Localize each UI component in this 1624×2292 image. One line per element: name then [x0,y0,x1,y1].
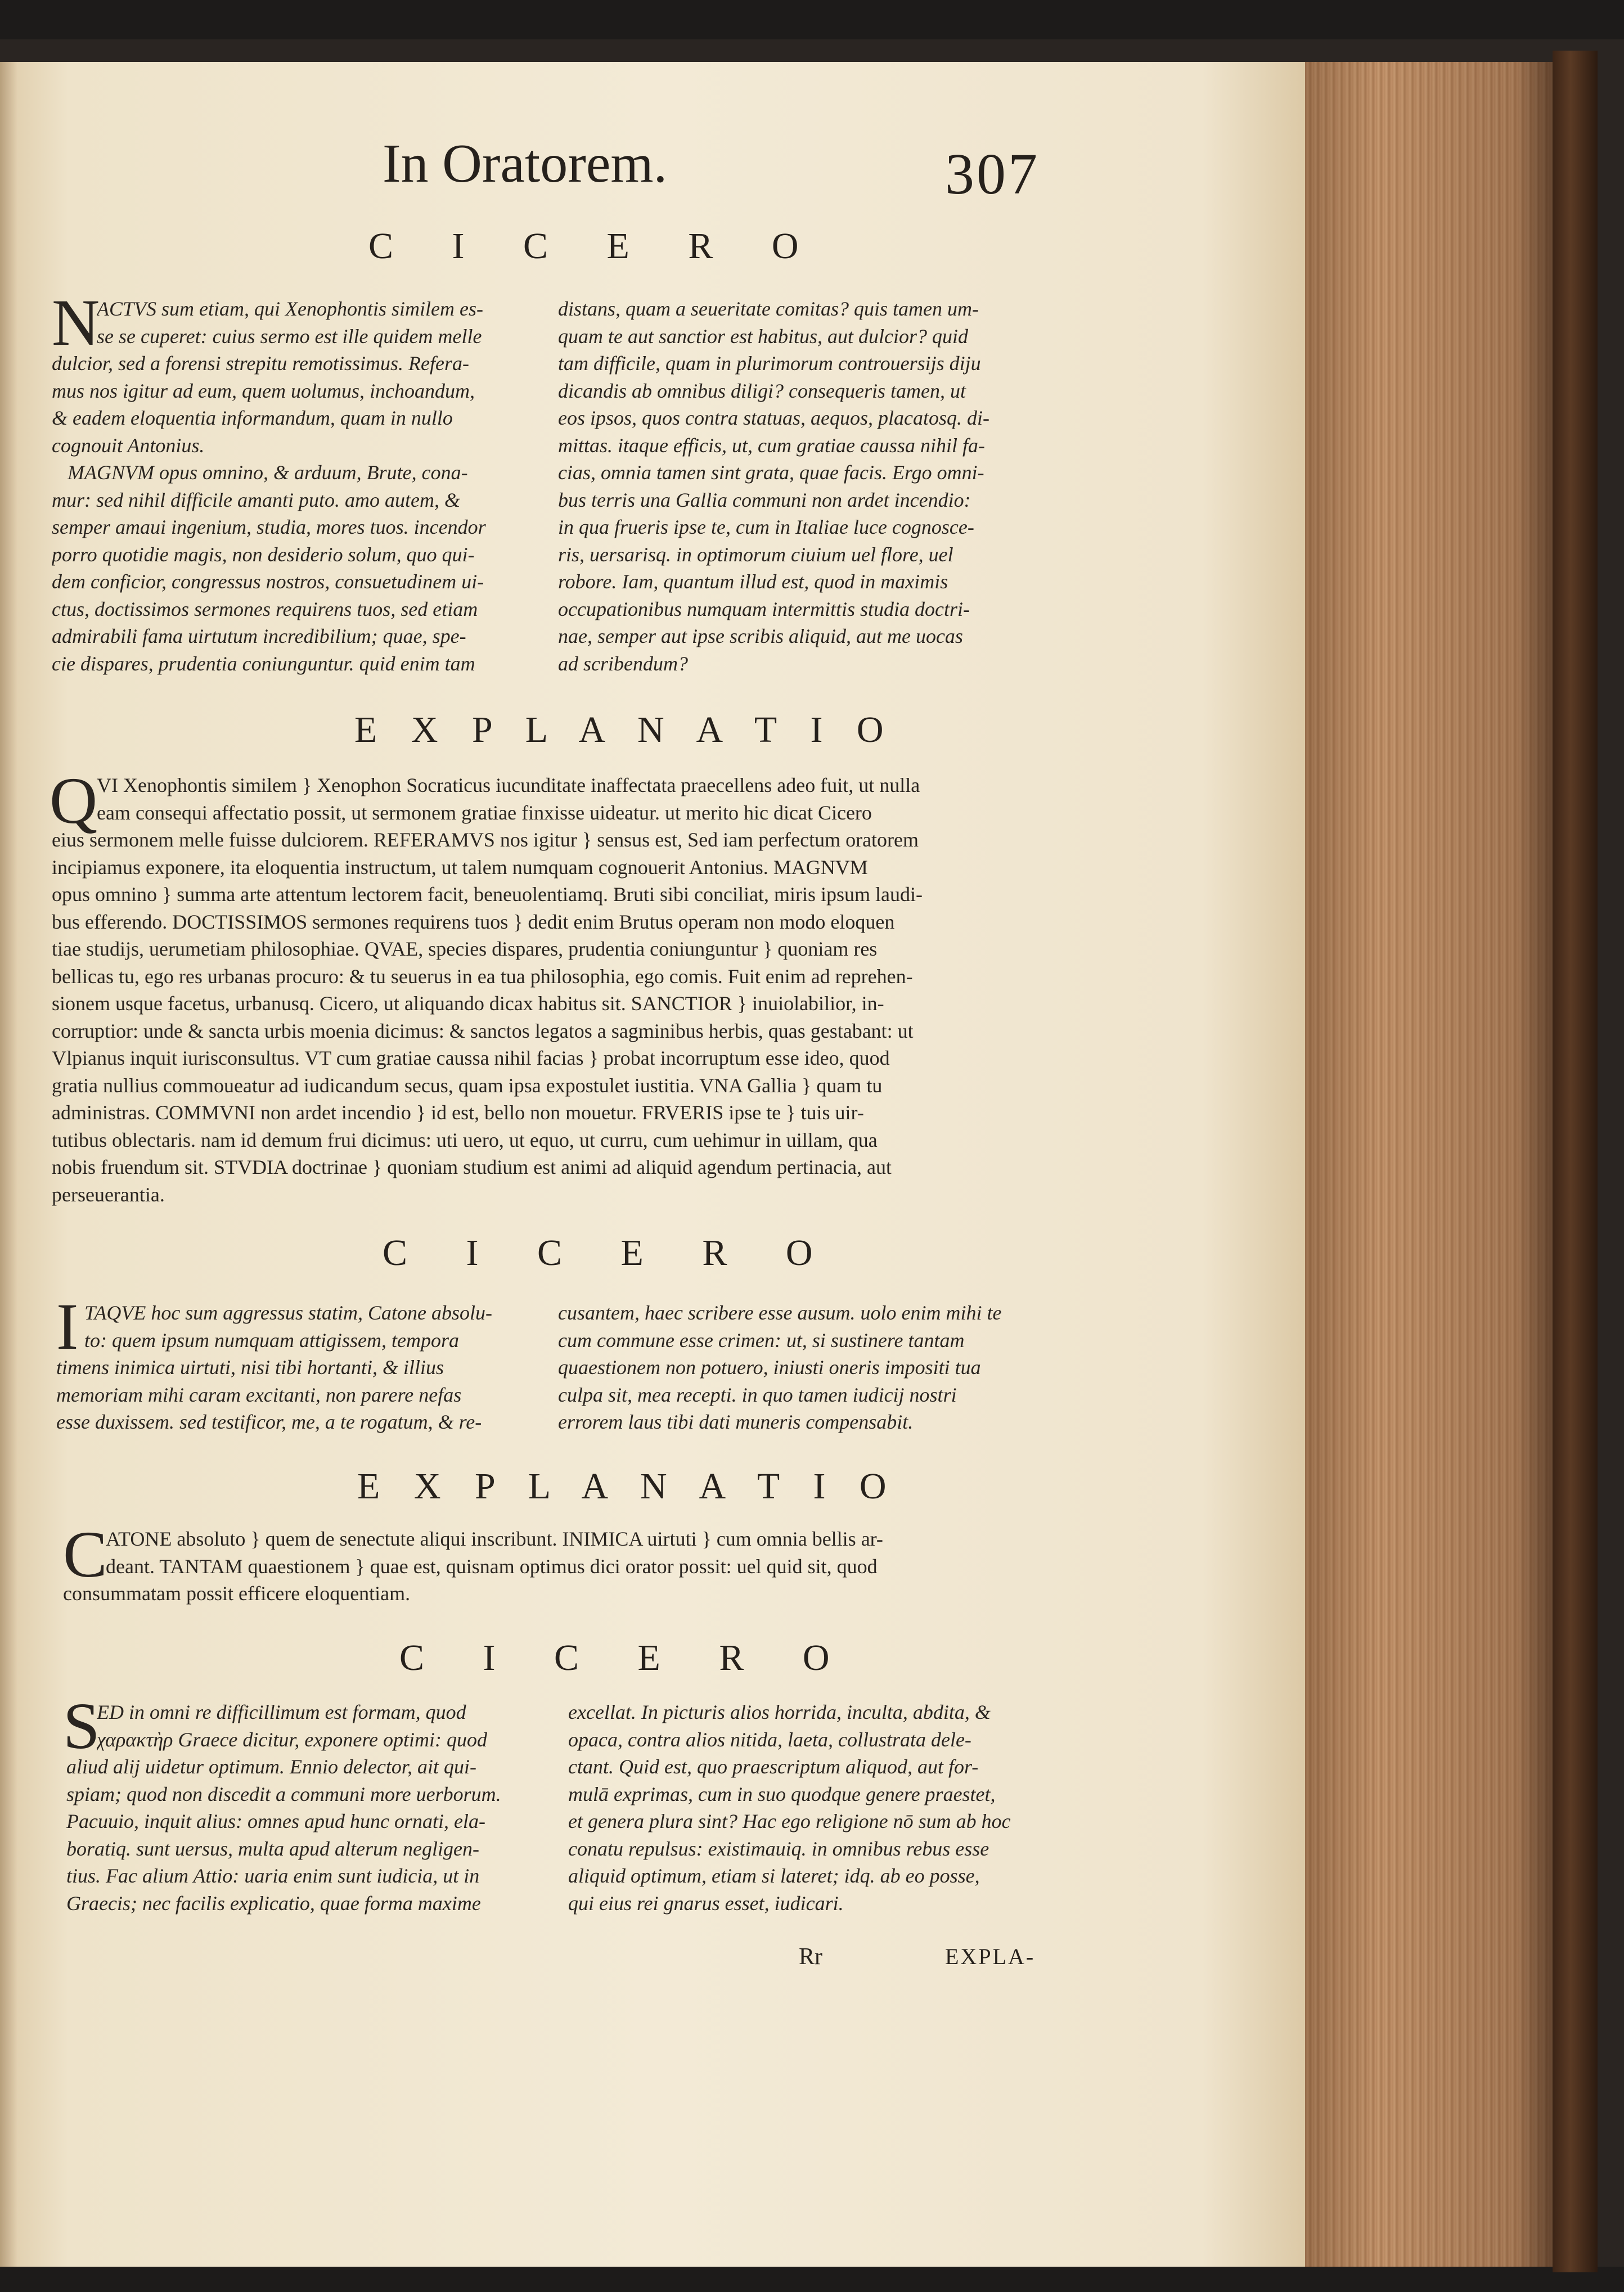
text-line: porro quotidie magis, non desiderio solum, quo qui- [52,543,475,566]
cicero-2-left-column [84,1299,546,1354]
text-line: nae, semper aut ipse scribis aliquid, aut me uocas [558,625,963,647]
text-line: opaca, contra alios nitida, laeta, collustrata dele- [568,1728,971,1751]
text-line: eius sermonem melle fuisse dulciorem. REFERAMVS nos igitur } sensus est, Sed iam perfectum oratorem [52,828,919,851]
text-line: boratiq. sunt uersus, multa apud alterum negligen- [66,1837,479,1860]
text-line: spiam; quod non discedit a communi more uerborum. [66,1782,501,1805]
text-line: dicandis ab omnibus diligi? consequeris tamen, ut [558,379,966,402]
cicero-3-left-column-cont [66,1753,550,1917]
drop-cap-q: Q [50,764,98,837]
text-line: tam difficile, quam in plurimorum controuersijs diju [558,352,981,375]
facing-page-edge [0,62,17,2267]
cicero-2-right-column [558,1299,1081,1436]
text-line: ED in omni re difficillimum est formam, quod [97,1701,466,1723]
drop-cap-s: S [63,1689,100,1763]
text-line: ris, uersarisq. in optimorum ciuium uel flore, uel [558,543,953,566]
text-line: esse duxissem. sed testificor, me, a te rogatum, & re- [56,1411,482,1433]
text-line: cie dispares, prudentia coniunguntur. quid enim tam [52,652,475,675]
text-line: quaestionem non potuero, iniusti oneris impositi tua [558,1356,981,1379]
text-line: ctus, doctissimos sermones requirens tuos, sed etiam [52,597,478,620]
text-line: se se cuperet: cuius sermo est ille quidem melle [97,325,482,348]
cicero-3-right-column [568,1699,1086,1917]
text-line: robore. Iam, quantum illud est, quod in maximis [558,570,948,593]
text-line: conatu repulsus: existimauiq. in omnibus rebus esse [568,1837,989,1860]
text-line: bus terris una Gallia communi non ardet incendio: [558,488,971,511]
text-line: cognouit Antonius. [52,434,205,457]
text-line: to: quem ipsum numquam attigissem, tempora [84,1329,459,1352]
text-line: mur: sed nihil difficile amanti puto. amo autem, & [52,488,460,511]
book-cover-board [1553,51,1598,2272]
text-line: tius. Fac alium Attio: uaria enim sunt iudicia, ut in [66,1865,480,1887]
text-line: qui eius rei gnarus esset, iudicari. [568,1892,844,1915]
text-line: deant. TANTAM quaestionem } quae est, quisnam optimus dici orator possit: uel quid sit, quod [106,1555,878,1578]
text-line: ad scribendum? [558,652,688,675]
text-line: in qua frueris ipse te, cum in Italiae luce cognosce- [558,516,974,538]
text-line: administras. COMMVNI non ardet incendio } id est, bello non mouetur. FRVERIS ipse te } tuis uir- [52,1101,864,1124]
text-line: incipiamus exponere, ita eloquentia instructum, ut talem numquam cognouerit Antonius. MAGNVM [52,855,868,879]
text-line: cum commune esse crimen: ut, si sustinere tantam [558,1329,965,1352]
text-line: distans, quam a seueritate comitas? quis tamen um- [558,298,979,320]
text-line: dem conficior, congressus nostros, consuetudinem ui- [52,570,484,593]
text-line: aliquid optimum, etiam si lateret; idq. ab eo posse, [568,1865,980,1887]
text-line: & eadem eloquentia informandum, quam in nullo [52,407,453,429]
text-line: tiae studijs, uerumetiam philosophiae. QVAE, species dispares, prudentia coniunguntur } quoniam res [52,938,878,960]
explanatio-2-paragraph [63,1580,1076,1607]
cicero-1-left-column-cont [52,350,547,677]
text-line: culpa sit, mea recepti. in quo tamen iudicij nostri [558,1383,957,1406]
text-line: corruptior: unde & sancta urbis moenia dicimus: & sanctos legatos a sagminibus herbis, quas gestabant: ut [52,1019,914,1042]
running-head: In Oratorem. [383,133,668,194]
text-line: errorem laus tibi dati muneris compensabit. [558,1411,914,1433]
text-line: ctant. Quid est, quo praescriptum aliquod, aut for- [568,1755,979,1778]
cicero-1-right-column [558,295,1081,677]
text-line: Vlpianus inquit iurisconsultus. VT cum gratiae caussa nihil facias } probat incorruptum esse ideo, quod [52,1047,890,1069]
text-line: mus nos igitur ad eum, quem uolumus, inchoandum, [52,379,475,402]
text-line: mulā exprimas, cum in suo quodque genere praestet, [568,1782,996,1805]
text-line: bellicas tu, ego res urbanas procuro: & tu seuerus in ea tua philosophia, ego comis. Fuit enim ad reprehen- [52,965,913,988]
page-number: 307 [945,142,1040,206]
section-heading-cicero-2: C I C E R O [383,1232,838,1273]
explanatio-2-paragraph-start [106,1525,1073,1580]
text-line: tutibus oblectaris. nam id demum frui dicimus: uti uero, ut equo, ut curru, cum uehimur in uillam, qua [52,1128,878,1151]
drop-cap-c: C [63,1518,107,1591]
text-line: aliud alij uidetur optimum. Ennio delector, ait qui- [66,1755,476,1778]
text-line: occupationibus numquam intermittis studia doctri- [558,597,970,620]
text-line: excellat. In picturis alios horrida, inculta, abdita, & [568,1701,991,1723]
text-line: gratia nullius commoueatur ad iudicandum secus, quam ipsa expostulet iustitia. VNA Gallia } quam tu [52,1074,883,1097]
section-heading-cicero-3: C I C E R O [399,1637,854,1678]
text-line: ACTVS sum etiam, qui Xenophontis similem es- [97,298,483,320]
text-line: eos ipsos, quos contra statuas, aequos, placatosq. di- [558,407,990,429]
text-line: admirabili fama uirtutum incredibilium; quae, spe- [52,625,466,647]
text-line: TAQVE hoc sum aggressus statim, Catone absolu- [84,1302,492,1324]
text-line: eam consequi affectatio possit, ut sermonem gratiae finxisse uideatur. ut merito hic dicat Cicero [97,801,872,824]
text-line: χαρακτὴρ Graece dicitur, exponere optimi: quod [97,1728,487,1751]
text-line: bus efferendo. DOCTISSIMOS sermones requirens tuos } dedit enim Brutus operam non modo eloquen [52,910,895,933]
text-line: sionem usque facetus, urbanusq. Cicero, ut aliquando dicax habitus sit. SANCTIOR } inuiolabilior, in- [52,992,884,1015]
explanatio-1-paragraph [52,826,1076,1208]
drop-cap-i: I [56,1290,79,1363]
cicero-1-left-column [97,295,547,350]
fore-edge-shadow [1305,62,1553,2267]
section-heading-cicero-1: C I C E R O [368,226,824,267]
text-line: mittas. itaque efficis, ut, cum gratiae caussa nihil fa- [558,434,985,457]
text-line: consummatam possit efficere eloquentiam. [63,1582,411,1605]
text-line: MAGNVM opus omnino, & arduum, Brute, cona- [68,461,468,484]
text-line: timens inimica uirtuti, nisi tibi hortanti, & illius [56,1356,444,1379]
text-line: perseuerantia. [52,1183,165,1206]
text-line: quam te aut sanctior est habitus, aut dulcior? quid [558,325,968,348]
text-line: semper amaui ingenium, studia, mores tuos. incendor [52,516,486,538]
text-line: memoriam mihi caram excitanti, non parere nefas [56,1383,462,1406]
text-line: cusantem, haec scribere esse ausum. uolo enim mihi te [558,1302,1002,1324]
text-line: et genera plura sint? Hac ego religione nō sum ab hoc [568,1810,1011,1832]
text-line: dulcior, sed a forensi strepitu remotissimus. Refera- [52,352,469,375]
text-line: Pacuuio, inquit alius: omnes apud hunc ornati, ela- [66,1810,485,1832]
cicero-2-left-column-cont [56,1354,546,1436]
text-line: cias, omnia tamen sint grata, quae facis. Ergo omni- [558,461,984,484]
text-line: opus omnino } summa arte attentum lectorem facit, beneuolentiamq. Bruti sibi conciliat, miris ipsum laudi- [52,883,923,906]
text-line: VI Xenophontis similem } Xenophon Socraticus iucunditate inaffectata praecellens adeo fuit, ut nulla [97,774,920,796]
text-line: Graecis; nec facilis explicatio, quae forma maxime [66,1892,481,1915]
signature-mark: Rr [799,1944,822,1970]
explanatio-1-paragraph-start [97,772,1076,826]
cicero-3-left-column [97,1699,547,1753]
catchword: EXPLA- [945,1944,1036,1969]
text-line: nobis fruendum sit. STVDIA doctrinae } quoniam studium est animi ad aliquid agendum pertinacia, aut [52,1156,892,1178]
drop-cap-n: N [52,286,100,359]
text-line: ATONE absoluto } quem de senectute aliqui inscribunt. INIMICA uirtuti } cum omnia bellis ar- [106,1528,883,1550]
section-heading-explanatio-2: E X P L A N A T I O [357,1466,899,1507]
section-heading-explanatio-1: E X P L A N A T I O [354,709,896,750]
